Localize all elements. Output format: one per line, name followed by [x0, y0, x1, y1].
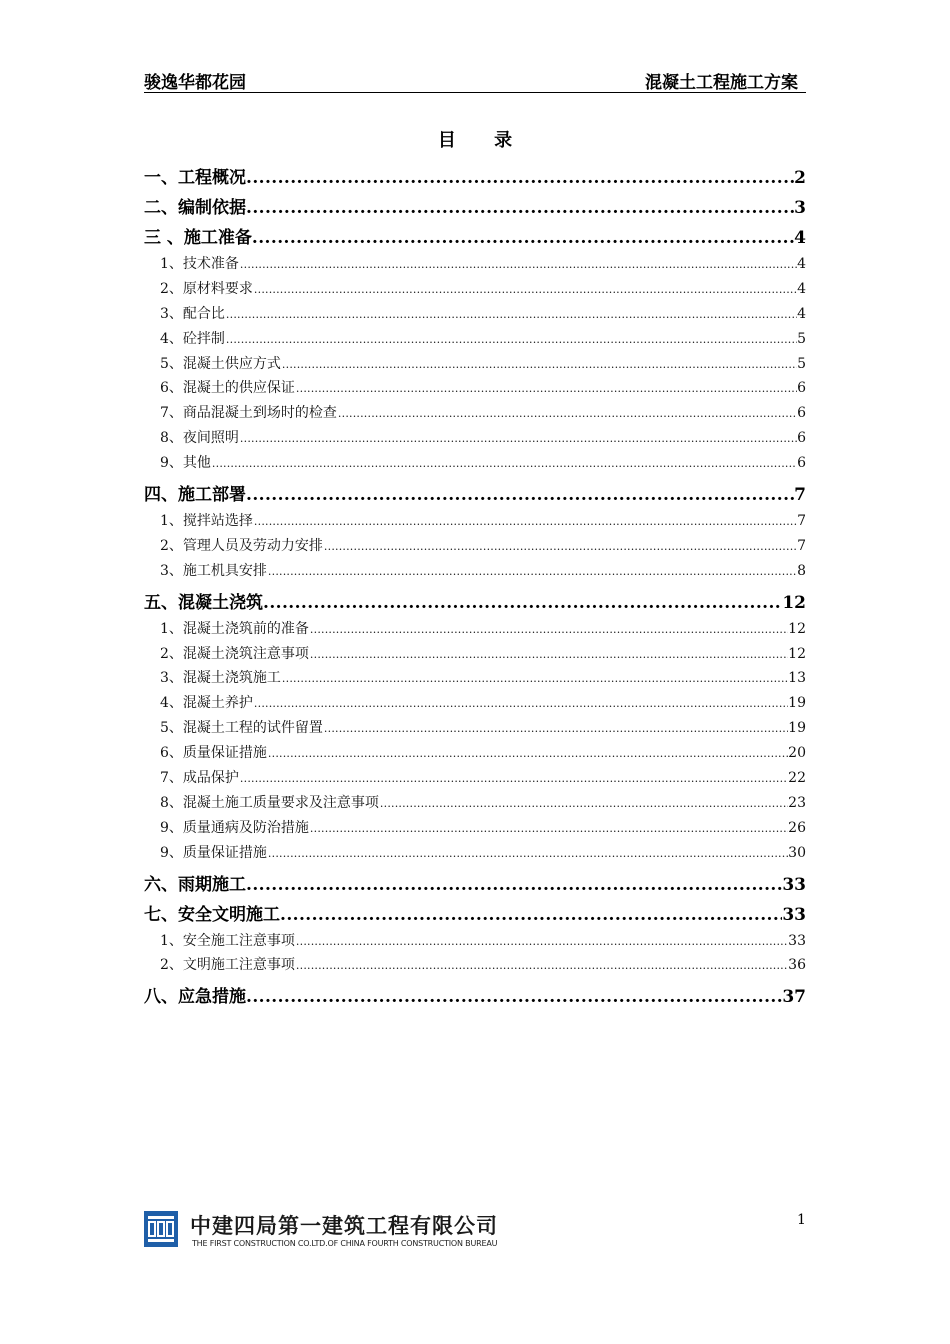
toc-entry-label: 1、技术准备 [160, 256, 239, 272]
toc-title: 目 录 [437, 130, 529, 151]
toc-entry-page: 36 [788, 957, 806, 974]
toc-entry-label: 9、其他 [160, 455, 211, 472]
toc-section-entry[interactable] [144, 278, 806, 303]
toc-entry-label: 八、应急措施 [144, 987, 246, 1008]
toc-leader-dots [268, 747, 788, 760]
toc-section-entry[interactable] [144, 353, 806, 378]
toc-entry-label: 9、质量通病及防治措施 [160, 819, 309, 836]
company-name-en: THE FIRST CONSTRUCTION CO.LTD.OF CHINA FOURTH CONSTRUCTION BUREAU [192, 1239, 498, 1248]
toc-entry-label: 6、质量保证措施 [160, 745, 267, 762]
toc-leader-dots [246, 485, 794, 505]
toc-entry-page: 5 [797, 330, 806, 347]
company-name-cn: 中建四局第一建筑工程有限公司 [190, 1214, 498, 1238]
toc-entry-page: 30 [788, 844, 806, 861]
toc-section-entry[interactable] [144, 792, 806, 817]
toc-leader-dots [254, 283, 797, 296]
toc-entry-page: 3 [794, 198, 806, 218]
toc-entry-page: 4 [797, 280, 806, 297]
toc-leader-dots [324, 722, 788, 735]
toc-section-entry[interactable] [144, 692, 806, 717]
toc-entry-page: 6 [797, 380, 806, 397]
toc-entry-label: 一、工程概况 [144, 168, 246, 188]
toc-entry-label: 2、混凝土浇筑注意事项 [160, 645, 309, 662]
toc-entry-page: 7 [797, 513, 806, 530]
toc-entry-label: 1、安全施工注意事项 [160, 932, 295, 949]
toc-chapter-entry[interactable] [144, 163, 806, 189]
toc-entry-label: 3、施工机具安排 [160, 562, 267, 579]
toc-entry-label: 二、编制依据 [144, 198, 246, 218]
toc-chapter-entry[interactable] [144, 588, 806, 614]
toc-entry-page: 4 [797, 256, 806, 272]
toc-section-entry[interactable] [144, 667, 806, 692]
toc-leader-dots [246, 168, 794, 188]
toc-leader-dots [338, 407, 797, 420]
toc-entry-label: 6、混凝土的供应保证 [160, 380, 295, 397]
toc-entry-page: 12 [782, 592, 806, 613]
toc-leader-dots [296, 382, 797, 395]
toc-entry-label: 8、夜间照明 [160, 430, 239, 447]
toc-section-entry[interactable] [144, 377, 806, 402]
toc-entry-page: 4 [797, 305, 806, 322]
toc-section-entry[interactable] [144, 535, 806, 560]
toc-section-entry[interactable] [144, 717, 806, 742]
toc-leader-dots [212, 457, 797, 470]
toc-entry-page: 7 [794, 485, 806, 506]
toc-section-entry[interactable] [144, 303, 806, 328]
toc-entry-page: 23 [788, 794, 806, 811]
project-name: 骏逸华都花园 [144, 73, 246, 93]
toc-leader-dots [380, 797, 788, 810]
toc-entry-page: 6 [797, 455, 806, 472]
toc-entry-page: 12 [788, 620, 806, 637]
toc-section-entry[interactable] [144, 767, 806, 792]
toc-entry-page: 20 [788, 745, 806, 762]
toc-entry-label: 8、混凝土施工质量要求及注意事项 [160, 794, 379, 811]
toc-entry-label: 六、雨期施工 [144, 874, 246, 895]
toc-entry-label: 5、混凝土工程的试件留置 [160, 720, 323, 737]
toc-section-entry[interactable] [144, 328, 806, 353]
cscec-logo-icon [144, 1211, 178, 1247]
toc-entry-page: 22 [788, 770, 806, 787]
toc-entry-page: 33 [788, 932, 806, 949]
toc-entry-label: 2、管理人员及劳动力安排 [160, 537, 323, 554]
toc-entry-page: 12 [788, 645, 806, 662]
toc-leader-dots [310, 623, 788, 636]
toc-leader-dots [296, 959, 788, 972]
toc-leader-dots [263, 593, 782, 613]
toc-leader-dots [226, 333, 797, 346]
toc-section-entry[interactable] [144, 842, 806, 867]
toc-entry-label: 4、砼拌制 [160, 330, 225, 347]
toc-leader-dots [324, 540, 797, 553]
toc-section-entry[interactable] [144, 930, 806, 955]
page-header [144, 68, 806, 93]
toc-leader-dots [296, 935, 788, 948]
toc-leader-dots [310, 648, 788, 661]
toc-leader-dots [240, 772, 788, 785]
toc-entry-page: 6 [797, 405, 806, 422]
toc-section-entry[interactable] [144, 618, 806, 643]
toc-entry-page: 2 [794, 168, 806, 188]
toc-entry-page: 5 [797, 355, 806, 372]
toc-leader-dots [226, 308, 797, 321]
toc-leader-dots [268, 565, 797, 578]
toc-entry-label: 7、成品保护 [160, 770, 239, 787]
toc-chapter-entry[interactable] [144, 870, 806, 896]
toc-entry-page: 37 [782, 987, 806, 1008]
toc-section-entry[interactable] [144, 452, 806, 477]
toc-entry-page: 8 [797, 562, 806, 579]
toc-entry-page: 13 [788, 670, 806, 687]
toc-entry-label: 3、混凝土浇筑施工 [160, 670, 281, 687]
toc-leader-dots [246, 875, 782, 895]
toc-leader-dots [246, 198, 794, 218]
toc-chapter-entry[interactable] [144, 982, 806, 1008]
toc-entry-label: 4、混凝土养护 [160, 695, 253, 712]
page-number: 1 [797, 1212, 806, 1228]
toc-chapter-entry[interactable] [144, 900, 806, 926]
toc-leader-dots [240, 258, 797, 271]
toc-leader-dots [254, 515, 797, 528]
toc-section-entry[interactable] [144, 742, 806, 767]
toc-entry-label: 七、安全文明施工 [144, 904, 280, 925]
toc-section-entry[interactable] [144, 643, 806, 668]
toc-entry-page: 19 [788, 695, 806, 712]
toc-entry-label: 7、商品混凝土到场时的检查 [160, 405, 337, 422]
toc-entry-label: 2、原材料要求 [160, 280, 253, 297]
toc-leader-dots [254, 697, 788, 710]
toc-leader-dots [282, 672, 788, 685]
toc-entry-label: 5、混凝土供应方式 [160, 355, 281, 372]
toc-entry-page: 33 [782, 874, 806, 895]
toc-entry-page: 7 [797, 537, 806, 554]
toc-section-entry[interactable] [144, 253, 806, 278]
toc-entry-label: 3、配合比 [160, 305, 225, 322]
toc-section-entry[interactable] [144, 560, 806, 585]
toc-section-entry[interactable] [144, 427, 806, 452]
toc-leader-dots [282, 358, 797, 371]
toc-entry-page: 26 [788, 819, 806, 836]
toc-entry-label: 1、混凝土浇筑前的准备 [160, 620, 309, 637]
toc-chapter-entry[interactable] [144, 480, 806, 506]
document-title: 混凝土工程施工方案 [645, 73, 798, 93]
toc-entry-label: 三 、施工准备 [144, 228, 252, 248]
toc-section-entry[interactable] [144, 402, 806, 427]
table-of-contents [144, 160, 806, 1012]
toc-leader-dots [246, 987, 782, 1007]
toc-chapter-entry[interactable] [144, 193, 806, 219]
toc-entry-label: 四、施工部署 [144, 485, 246, 506]
toc-entry-label: 1、搅拌站选择 [160, 513, 253, 530]
toc-section-entry[interactable] [144, 817, 806, 842]
toc-entry-page: 33 [782, 904, 806, 925]
toc-entry-page: 19 [788, 720, 806, 737]
toc-leader-dots [310, 822, 788, 835]
toc-entry-label: 五、混凝土浇筑 [144, 592, 263, 613]
toc-entry-page: 4 [794, 228, 806, 248]
toc-leader-dots [252, 228, 794, 248]
toc-section-entry[interactable] [144, 510, 806, 535]
toc-leader-dots [268, 847, 788, 860]
toc-entry-label: 9、质量保证措施 [160, 844, 267, 861]
toc-section-entry[interactable] [144, 954, 806, 979]
toc-entry-page: 6 [797, 430, 806, 447]
toc-entry-label: 2、文明施工注意事项 [160, 957, 295, 974]
toc-leader-dots [280, 905, 782, 925]
toc-leader-dots [240, 432, 797, 445]
toc-chapter-entry[interactable] [144, 223, 806, 249]
